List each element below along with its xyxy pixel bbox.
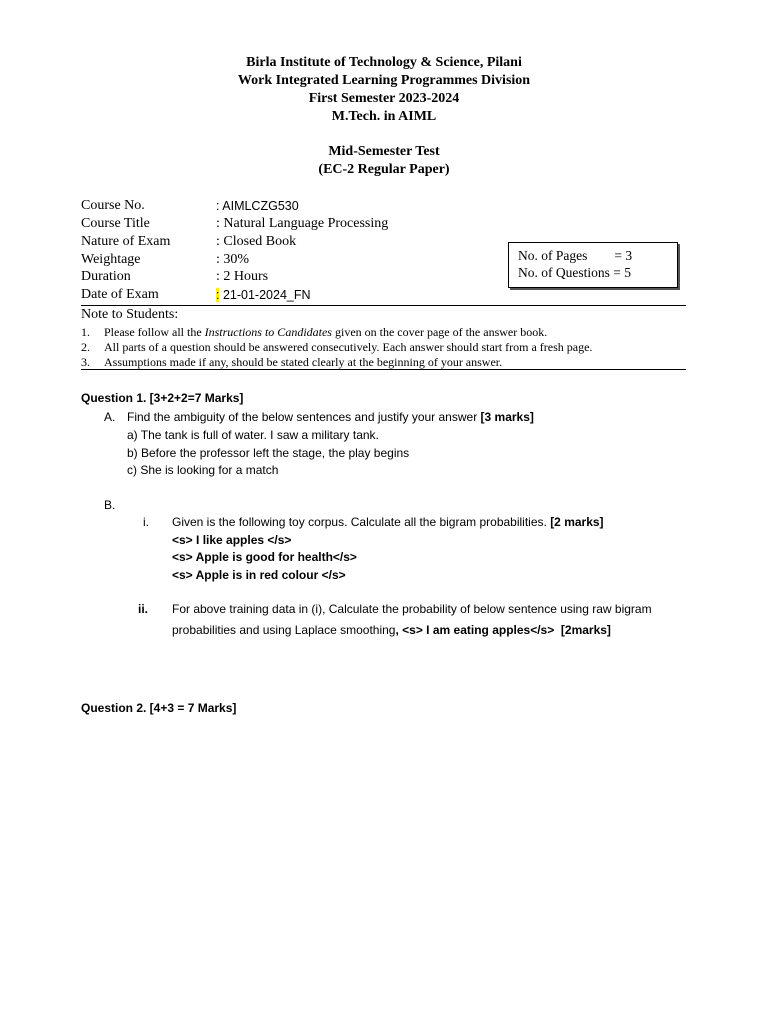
part-a-marks: [3 marks] (480, 410, 534, 424)
part-a-sentence-b: b) Before the professor left the stage, the play begins (127, 446, 410, 460)
part-a-text: Find the ambiguity of the below sentences and justify your answer [3 marks] (127, 410, 534, 424)
date-label: Date of Exam (81, 287, 159, 302)
note-number: 3. (81, 355, 90, 369)
note-text: Assumptions made if any, should be stated clearly at the beginning of your answer. (104, 355, 503, 369)
part-a-sentence-a: a) The tank is full of water. I saw a military tank. (127, 428, 379, 442)
course-no-label: Course No. (81, 198, 145, 213)
note-item-1 (81, 325, 686, 340)
nature-label: Nature of Exam (81, 234, 171, 249)
sub-i-marks: [2 marks] (550, 515, 604, 529)
date-value: 21-01-2024_FN (219, 288, 311, 302)
corpus-line-3: <s> Apple is in red colour </s> (172, 568, 346, 582)
part-a-sentence-c: c) She is looking for a match (127, 463, 279, 477)
notes-title: Note to Students: (81, 307, 179, 322)
no-of-questions: No. of Questions = 5 (518, 265, 631, 280)
question-1-title: Question 1. [3+2+2=7 Marks] (81, 391, 244, 405)
date-value-row (216, 288, 311, 302)
division-name: Work Integrated Learning Programmes Division (237, 73, 531, 88)
note-number: 2. (81, 340, 90, 354)
question-2-title: Question 2. [4+3 = 7 Marks] (81, 701, 237, 715)
part-b-label: B. (104, 498, 116, 512)
course-no-value: : AIMLCZG530 (216, 199, 299, 213)
sub-i-label: i. (143, 515, 149, 529)
institute-name: Birla Institute of Technology & Science, Pilani (246, 55, 522, 70)
duration-value: : 2 Hours (216, 269, 269, 284)
pages-questions-box (508, 242, 678, 288)
date-colon-highlight: : (216, 288, 220, 302)
semester: First Semester 2023-2024 (308, 91, 460, 106)
note-text: Please follow all the Instructions to Candidates given on the cover page of the answer book. (104, 325, 548, 339)
note-item-3 (81, 355, 686, 370)
exam-header (0, 54, 768, 179)
test-name: Mid-Semester Test (328, 144, 440, 159)
note-number: 1. (81, 325, 90, 339)
sub-ii-sentence: , <s> I am eating apples</s> [2marks] (395, 623, 611, 637)
sub-ii-label: ii. (138, 602, 149, 616)
divider-bottom (81, 369, 686, 370)
nature-value: : Closed Book (216, 234, 297, 249)
program-name: M.Tech. in AIML (331, 109, 437, 124)
corpus-line-1: <s> I like apples </s> (172, 533, 292, 547)
weightage-value: : 30% (216, 252, 250, 267)
sub-ii-line-1: For above training data in (i), Calculate the probability of below sentence using raw bigram (172, 602, 652, 616)
paper-type: (EC-2 Regular Paper) (318, 162, 450, 177)
duration-label: Duration (81, 269, 131, 284)
course-title-label: Course Title (81, 216, 150, 231)
sub-ii-line-2: probabilities and using Laplace smoothing, <s> I am eating apples</s> [2marks] (172, 623, 611, 637)
weightage-label: Weightage (81, 252, 141, 267)
part-a-label: A. (104, 410, 116, 424)
no-of-pages: No. of Pages = 3 (518, 248, 633, 263)
note-text: All parts of a question should be answered consecutively. Each answer should start from a fresh page. (104, 340, 593, 354)
divider-top (81, 305, 686, 306)
corpus-line-2: <s> Apple is good for health</s> (172, 550, 357, 564)
sub-i-text: Given is the following toy corpus. Calculate all the bigram probabilities. [2 marks] (172, 515, 604, 529)
course-title-value: : Natural Language Processing (216, 216, 389, 231)
note-item-2 (81, 340, 686, 355)
